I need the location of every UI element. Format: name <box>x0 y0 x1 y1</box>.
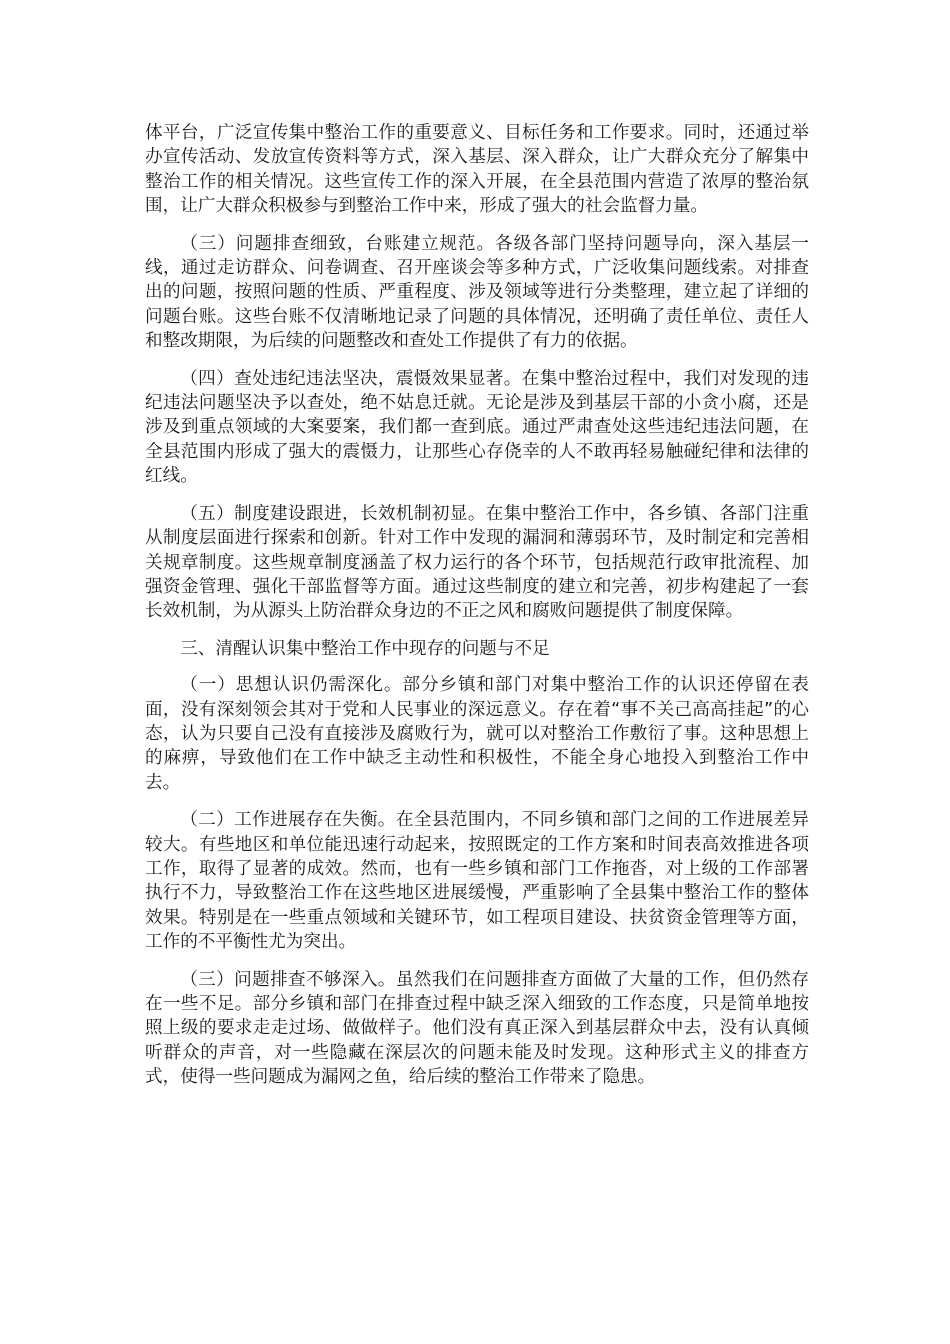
section-heading-problems: 三、清醒认识集中整治工作中现存的问题与不足 <box>180 638 550 659</box>
paragraph-shallow-investigation: （三）问题排查不够深入。虽然我们在问题排查方面做了大量的工作，但仍然存在一些不足。部分乡镇和部门在排查过程中缺乏深入细致的工作态度，只是简单地按照上级的要求走走过场、做做样子。他们没有真正深入到基层群众中去，没有认真倾听群众的声音，对一些隐藏在深层次的问题未能及时发现。这种形式主义的排查方式，使得一些问题成为漏网之鱼，给后续的整治工作带来了隐患。 <box>145 969 809 1088</box>
paragraph-work-imbalance: （二）工作进展存在失衡。在全县范围内，不同乡镇和部门之间的工作进展差异较大。有些地区和单位能迅速行动起来，按照既定的工作方案和时间表高效推进各项工作，取得了显著的成效。然而，也有一些乡镇和部门工作拖沓，对上级的工作部署执行不力，导致整治工作在这些地区进展缓慢，严重影响了全县集中整治工作的整体效果。特别是在一些重点领域和关键环节，如工程项目建设、扶贫资金管理等方面，工作的不平衡性尤为突出。 <box>145 810 809 953</box>
document-body <box>145 121 809 1103</box>
paragraph-system-building: （五）制度建设跟进，长效机制初显。在集中整治工作中，各乡镇、各部门注重从制度层面进行探索和创新。针对工作中发现的漏洞和薄弱环节，及时制定和完善相关规章制度。这些规章制度涵盖了权力运行的各个环节，包括规范行政审批流程、加强资金管理、强化干部监督等方面。通过这些制度的建立和完善，初步构建起了一套长效机制，为从源头上防治群众身边的不正之风和腐败问题提供了制度保障。 <box>145 503 809 622</box>
paragraph-violation-handling: （四）查处违纪违法坚决，震慑效果显著。在集中整治过程中，我们对发现的违纪违法问题坚决予以查处，绝不姑息迁就。无论是涉及到基层干部的小贪小腐，还是涉及到重点领域的大案要案，我们都一查到底。通过严肃查处这些违纪违法问题，在全县范围内形成了强大的震慑力，让那些心存侥幸的人不敢再轻易触碰纪律和法律的红线。 <box>145 368 809 487</box>
paragraph-publicity-continued: 体平台，广泛宣传集中整治工作的重要意义、目标任务和工作要求。同时，还通过举办宣传活动、发放宣传资料等方式，深入基层、深入群众，让广大群众充分了解集中整治工作的相关情况。这些宣传工作的深入开展，在全县范围内营造了浓厚的整治氛围，让广大群众积极参与到整治工作中来，形成了强大的社会监督力量。 <box>145 123 809 217</box>
paragraph-ideological-awareness: （一）思想认识仍需深化。部分乡镇和部门对集中整治工作的认识还停留在表面，没有深刻领会其对于党和人民事业的深远意义。存在着“事不关己高高挂起”的心态，认为只要自己没有直接涉及腐败行为，就可以对整治工作敷衍了事。这种思想上的麻痹，导致他们在工作中缺乏主动性和积极性，不能全身心地投入到整治工作中去。 <box>145 675 809 793</box>
paragraph-problem-investigation: （三）问题排查细致，台账建立规范。各级各部门坚持问题导向，深入基层一线，通过走访群众、问卷调查、召开座谈会等多种方式，广泛收集问题线索。对排查出的问题，按照问题的性质、严重程度、涉及领域等进行分类整理，建立起了详细的问题台账。这些台账不仅清晰地记录了问题的具体情况，还明确了责任单位、责任人和整改期限，为后续的问题整改和查处工作提供了有力的依据。 <box>145 233 809 352</box>
